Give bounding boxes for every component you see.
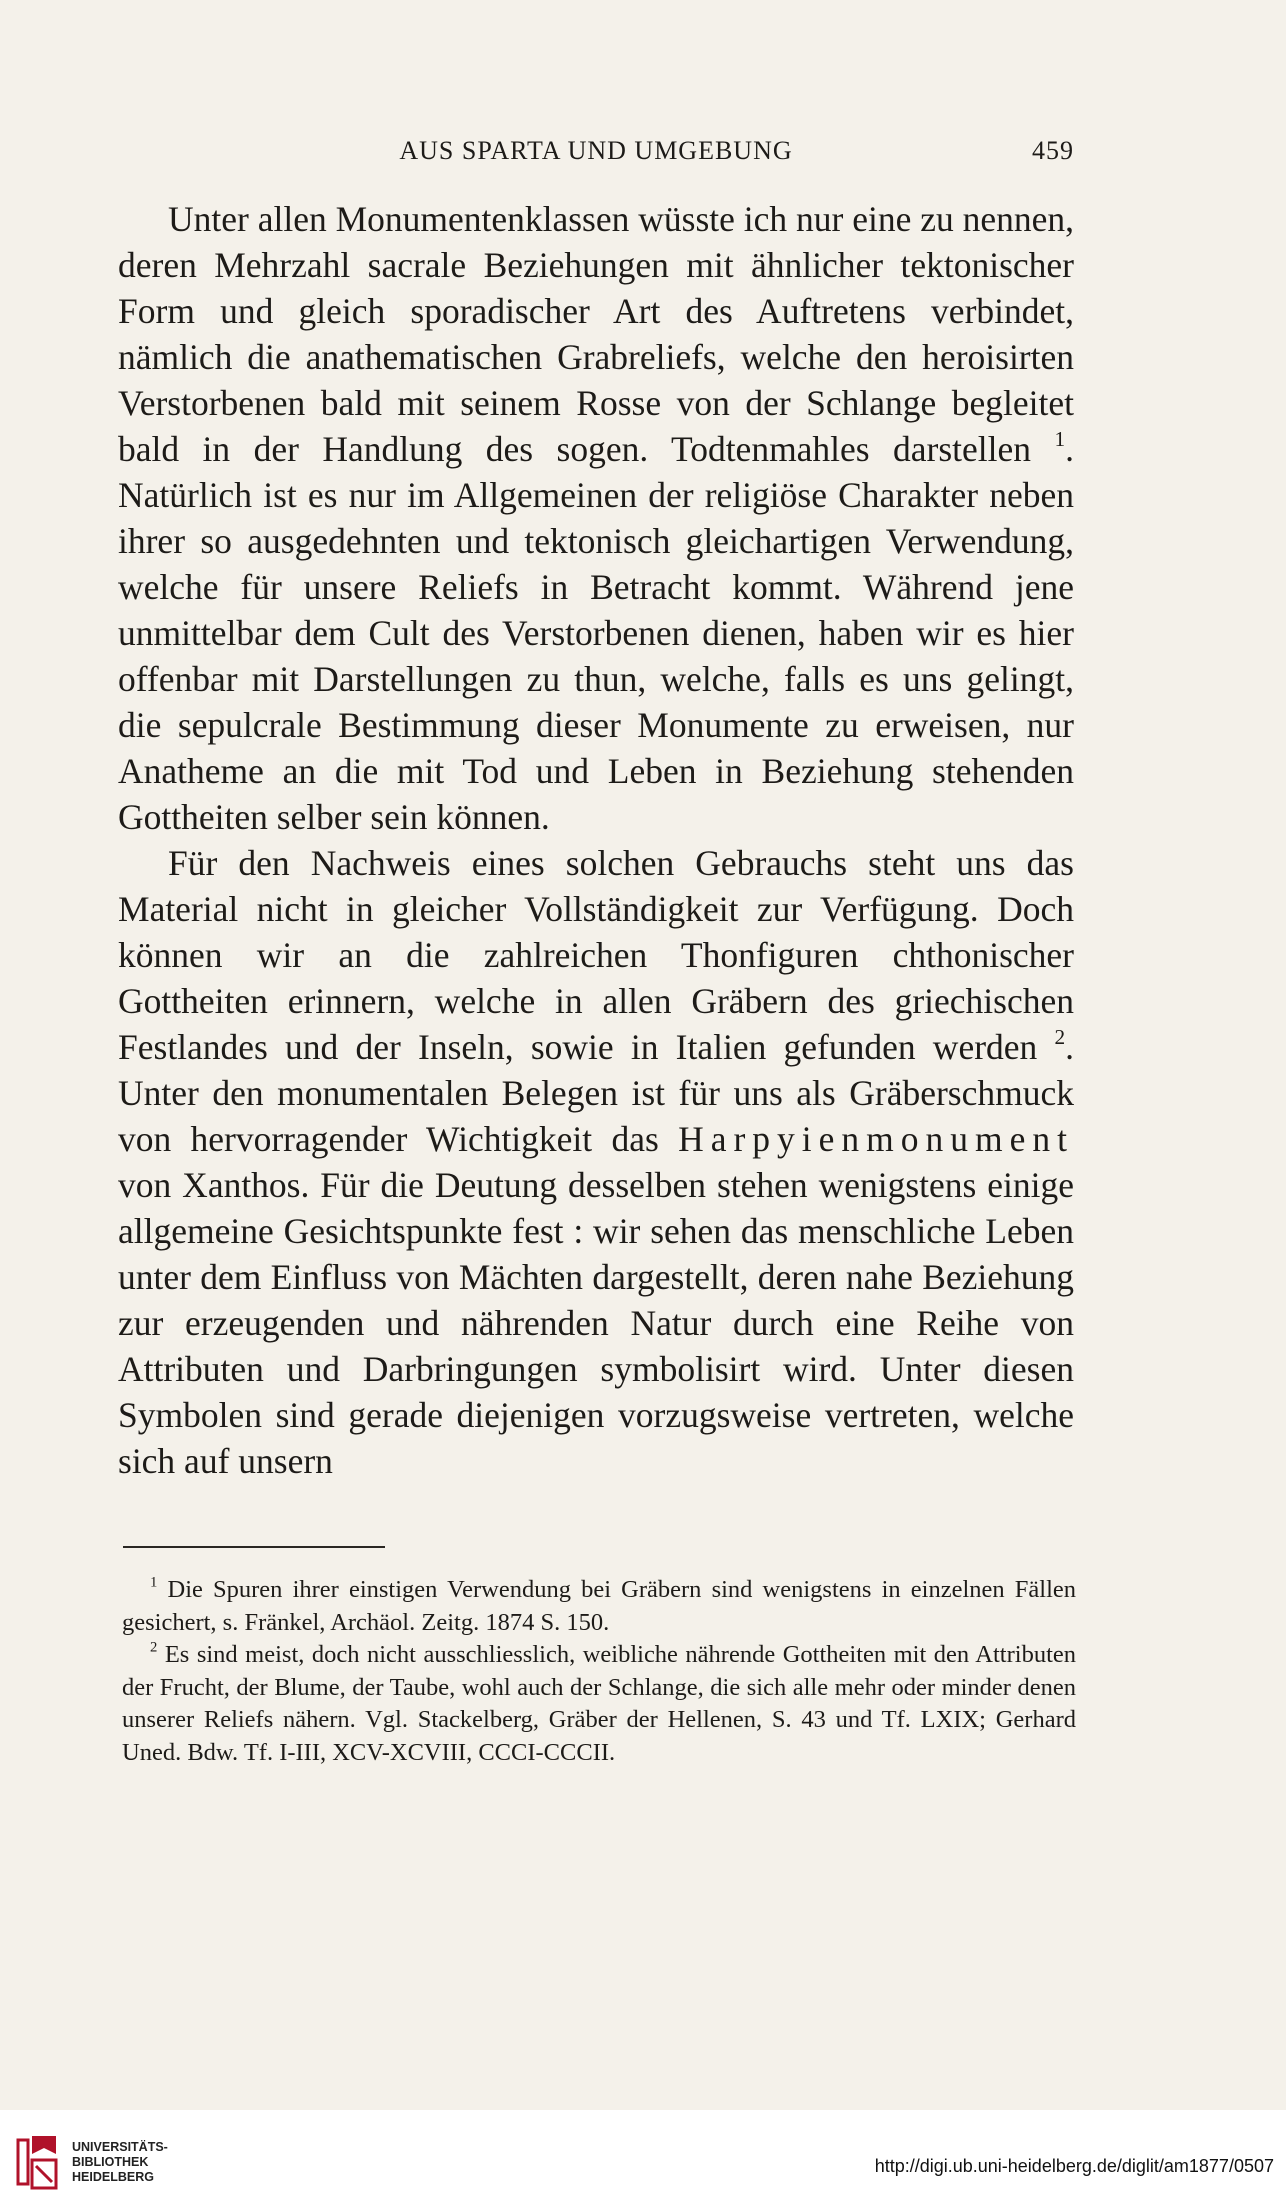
page-number: 459 — [1032, 136, 1074, 165]
footnote — [122, 1639, 1076, 1769]
footnote-ref[interactable]: 2 — [1054, 1025, 1066, 1050]
footnote-text: Es sind meist, doch nicht ausschliesslich, weibliche nährende Gottheiten mit den Attributen der Frucht, der Blume, der Taube, wohl auch der Schlange, die sich alle mehr oder minder denen unserer Reliefs nähern. Vgl. Stackelberg, Gräber der Hellenen, S. 43 und Tf. LXIX; Gerhard Uned. Bdw. Tf. I-III, XCV-XCVIII, CCCI-CCCII. — [122, 1641, 1077, 1766]
body-text — [118, 196, 1074, 1484]
running-head — [118, 136, 1074, 180]
footnote-rule — [123, 1546, 385, 1548]
university-library-logo-icon[interactable] — [14, 2132, 60, 2192]
footnotes — [122, 1574, 1076, 1769]
footnote — [122, 1574, 1076, 1639]
paragraph-text: Für den Nachweis eines solchen Gebrauchs steht uns das Material nicht in gleicher Vollständigkeit zur Verfügung. Doch können wir an die zahlreichen Thonfiguren chthonischer Gottheiten erinnern, welche in allen Gräbern des griechischen Festlandes und der Inseln, sowie in Italien gefunden werden — [118, 843, 1074, 1067]
source-url-link[interactable]: http://digi.ub.uni-heidelberg.de/diglit/am1877/0507 — [874, 2156, 1274, 2176]
spaced-term: Harpyienmonument — [678, 1119, 1074, 1159]
paragraph-text: von Xanthos. Für die Deutung desselben stehen wenigstens einige allgemeine Gesichtspunkte fest : wir sehen das menschliche Leben unter dem Einfluss von Mächten dargestellt, deren nahe Beziehung zur erzeugenden und nährenden Natur durch eine Reihe von Attributen und Darbringungen symbolisirt wird. Unter diesen Symbolen sind gerade diejenigen vorzugsweise vertreten, welche sich auf unsern — [118, 1165, 1074, 1481]
footnote-text: Die Spuren ihrer einstigen Verwendung bei Gräbern sind wenigstens in einzelnen Fällen gesichert, s. Fränkel, Archäol. Zeitg. 1874 S. 150. — [122, 1576, 1077, 1636]
running-title: AUS SPARTA UND UMGEBUNG — [399, 136, 793, 165]
footnote-marker: 1 — [150, 1574, 158, 1591]
paragraph — [118, 196, 1074, 840]
footer-bar — [0, 2110, 1286, 2204]
institution-line: HEIDELBERG — [72, 2170, 154, 2184]
paragraph-text: . Unter den monumentalen Belegen ist für uns als Gräberschmuck von hervorragender Wichtigkeit das — [118, 1027, 1075, 1159]
institution-line: BIBLIOTHEK — [72, 2155, 149, 2169]
paragraph-text: Unter allen Monumentenklassen wüsste ich nur eine zu nennen, deren Mehrzahl sacrale Beziehungen mit ähnlicher tektonischer Form und gleich sporadischer Art des Auftretens verbindet, nämlich die anathematischen Grabreliefs, welche den heroisirten Verstorbenen bald mit seinem Rosse von der Schlange begleitet bald in der Handlung des sogen. Todtenmahles darstellen — [118, 199, 1074, 469]
paragraph — [118, 840, 1074, 1484]
institution-name — [72, 2140, 168, 2185]
institution-line: UNIVERSITÄTS- — [72, 2140, 168, 2154]
footnote-ref[interactable]: 1 — [1054, 427, 1066, 452]
footnote-marker: 2 — [150, 1639, 158, 1656]
paragraph-text: . Natürlich ist es nur im Allgemeinen der religiöse Charakter neben ihrer so ausgedehnten und tektonisch gleichartigen Verwendung, welche für unsere Reliefs in Betracht kommt. Während jene unmittelbar dem Cult des Verstorbenen dienen, haben wir es hier offenbar mit Darstellungen zu thun, welche, falls es uns gelingt, die sepulcrale Bestimmung dieser Monumente zu erweisen, nur Anatheme an die mit Tod und Leben in Beziehung stehenden Gottheiten selber sein können. — [118, 429, 1075, 837]
